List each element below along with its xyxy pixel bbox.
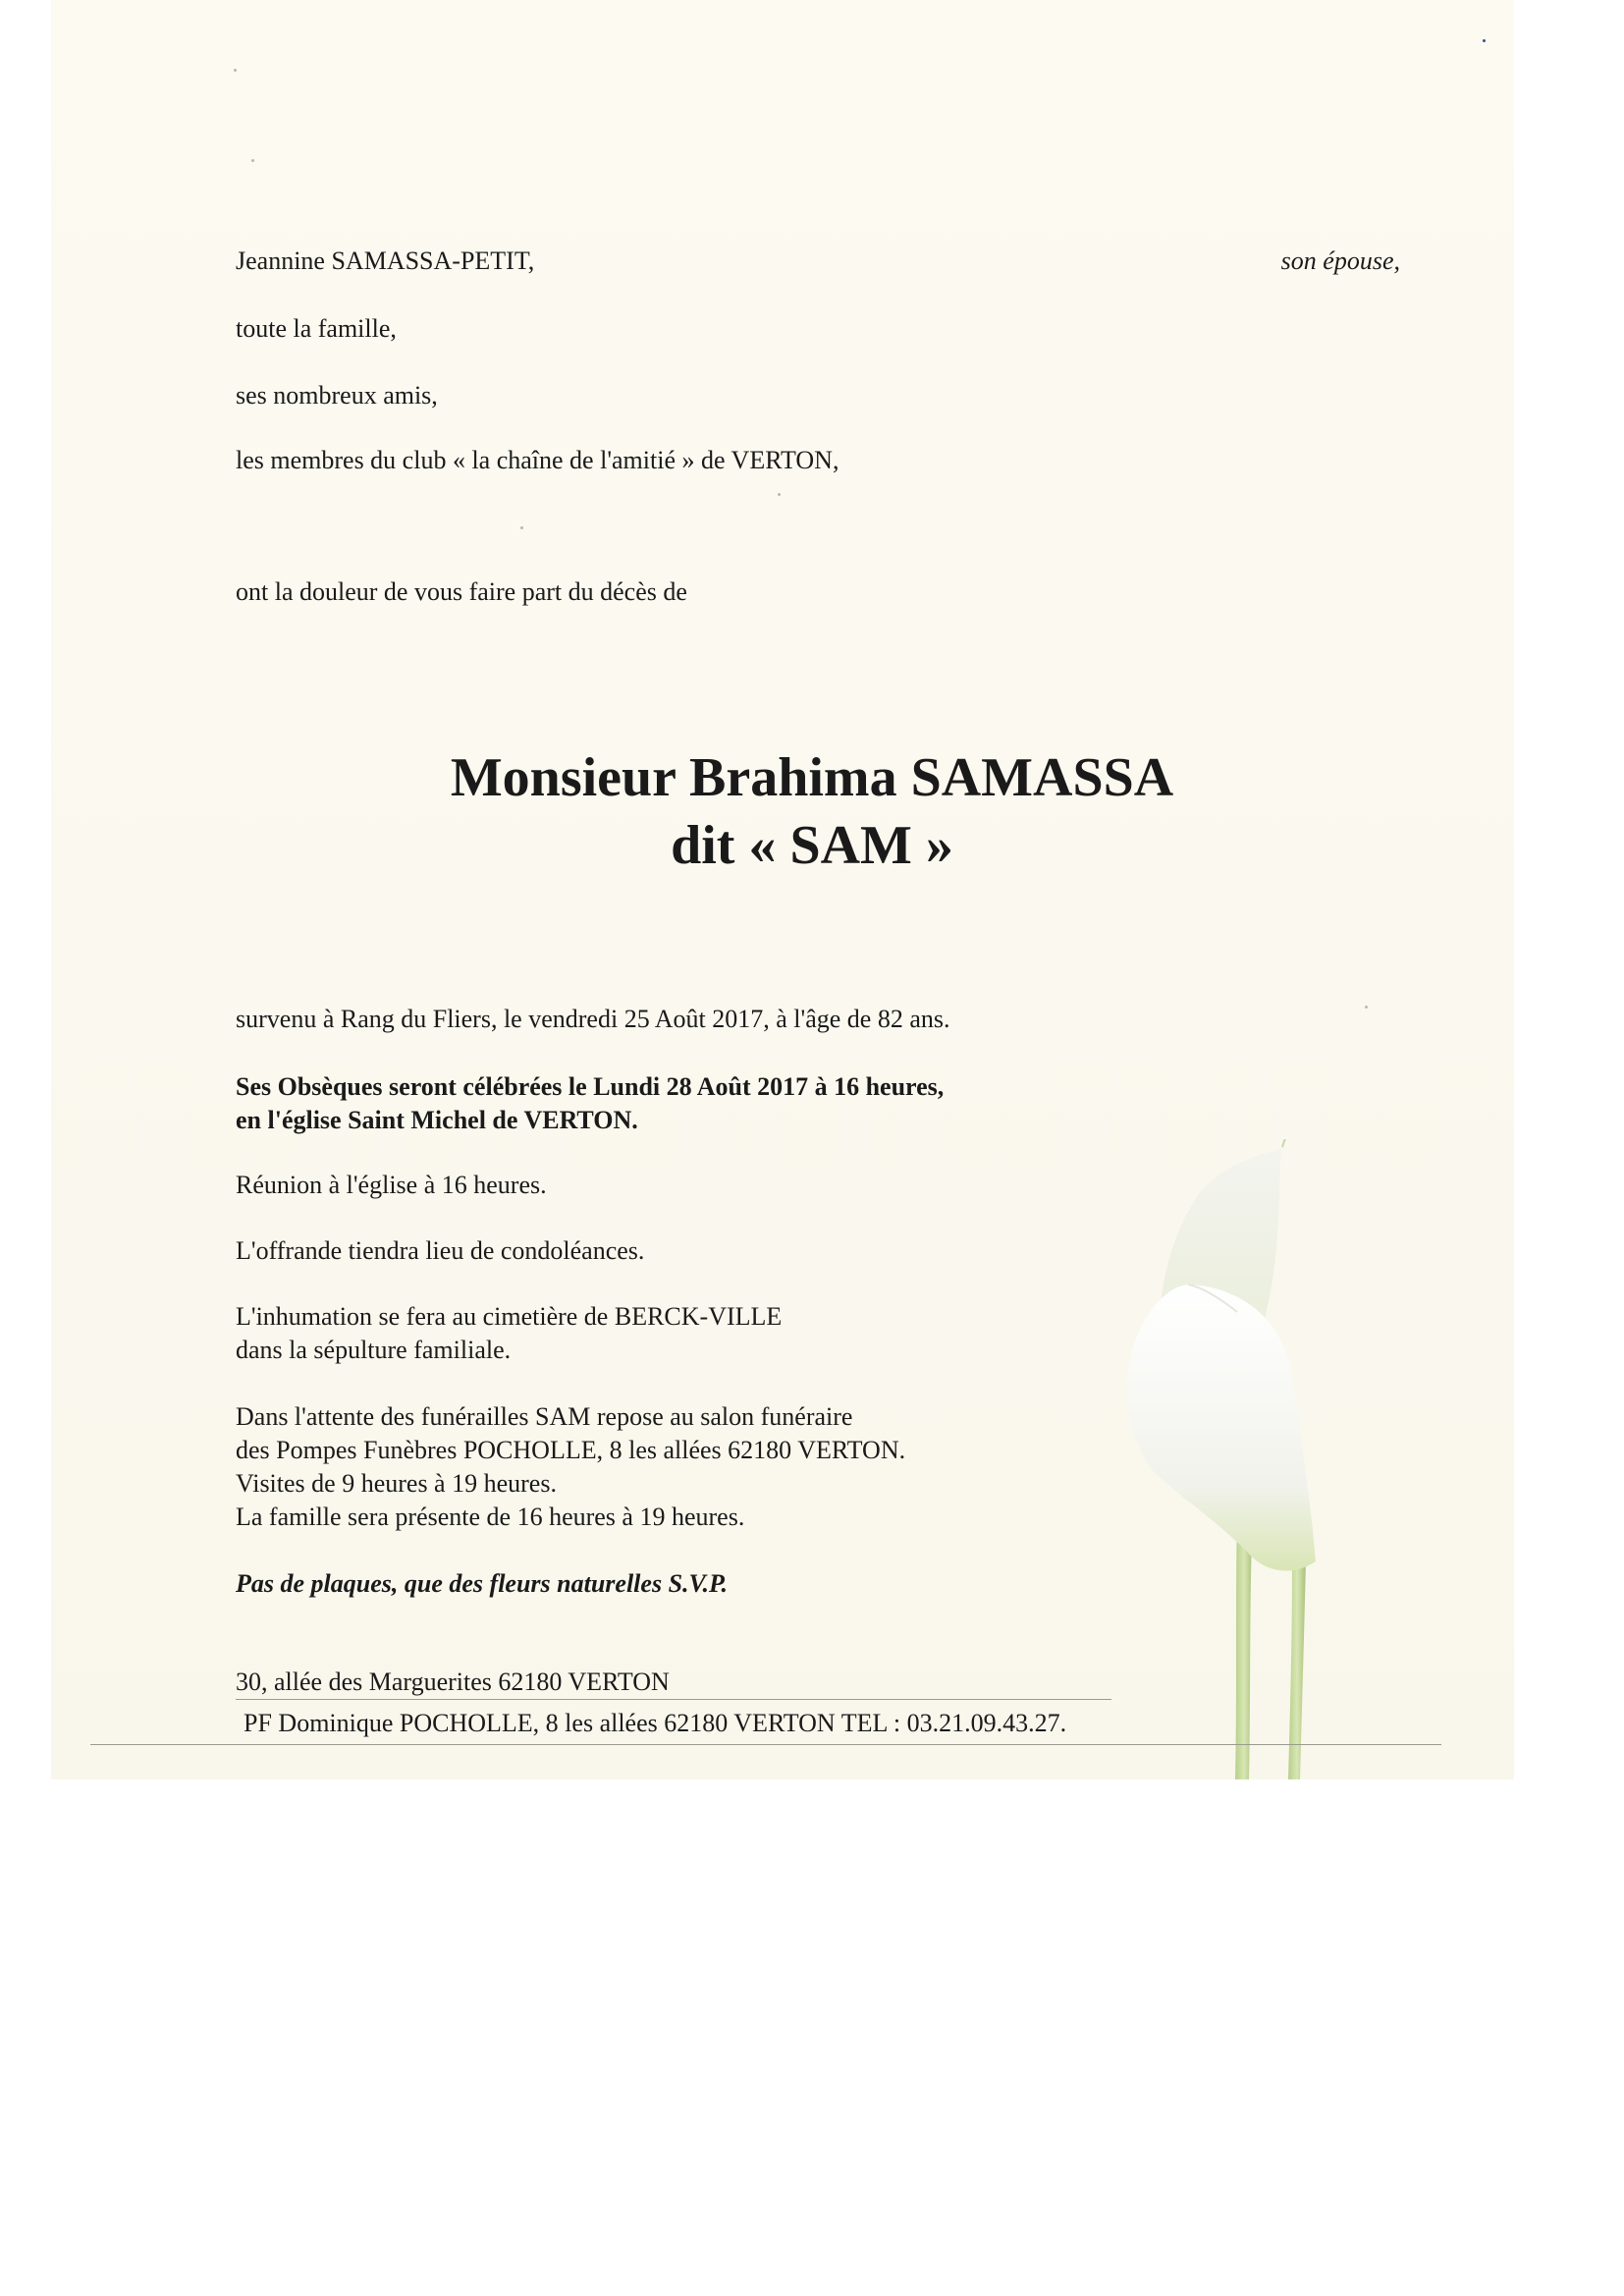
rest-line-3: Visites de 9 heures à 19 heures. (236, 1469, 557, 1498)
spouse-role: son épouse, (1280, 246, 1400, 275)
friends-line: ses nombreux amis, (236, 381, 438, 410)
deceased-nickname: dit « SAM » (671, 815, 953, 876)
footer-divider (236, 1699, 1111, 1700)
club-line: les membres du club « la chaîne de l'amitié » de VERTON, (236, 446, 839, 474)
spouse-name: Jeannine SAMASSA-PETIT, (236, 246, 535, 275)
funeral-line-1: Ses Obsèques seront célébrées le Lundi 28 Août 2017 à 16 heures, (236, 1072, 945, 1101)
announcement-text: ont la douleur de vous faire part du décès de (236, 577, 687, 606)
death-info: survenu à Rang du Fliers, le vendredi 25 Août 2017, à l'âge de 82 ans. (236, 1005, 950, 1033)
offering-text: L'offrande tiendra lieu de condoléances. (236, 1236, 645, 1265)
rest-line-1: Dans l'attente des funérailles SAM repose au salon funéraire (236, 1402, 853, 1431)
bottom-divider (90, 1744, 1441, 1745)
scan-speck (234, 69, 237, 72)
burial-line-2: dans la sépulture familiale. (236, 1336, 512, 1364)
calla-lily-icon (1090, 1139, 1384, 1779)
deceased-name: Monsieur Brahima SAMASSA (450, 747, 1174, 808)
scan-speck (520, 526, 523, 529)
flowers-note: Pas de plaques, que des fleurs naturelles S.V.P. (236, 1569, 729, 1598)
scan-speck (778, 493, 781, 496)
scan-speck (1483, 39, 1486, 42)
meeting-text: Réunion à l'église à 16 heures. (236, 1171, 547, 1199)
family-line: toute la famille, (236, 314, 397, 343)
funeral-line-2: en l'église Saint Michel de VERTON. (236, 1106, 638, 1134)
burial-line-1: L'inhumation se fera au cimetière de BERCK-VILLE (236, 1302, 783, 1331)
funeral-home-info: PF Dominique POCHOLLE, 8 les allées 62180 VERTON TEL : 03.21.09.43.27. (244, 1709, 1067, 1737)
rest-line-4: La famille sera présente de 16 heures à 19 heures. (236, 1503, 745, 1531)
rest-line-2: des Pompes Funèbres POCHOLLE, 8 les allées 62180 VERTON. (236, 1436, 906, 1464)
scan-speck (251, 159, 254, 162)
home-address: 30, allée des Marguerites 62180 VERTON (236, 1667, 670, 1696)
scan-speck (1365, 1006, 1368, 1009)
